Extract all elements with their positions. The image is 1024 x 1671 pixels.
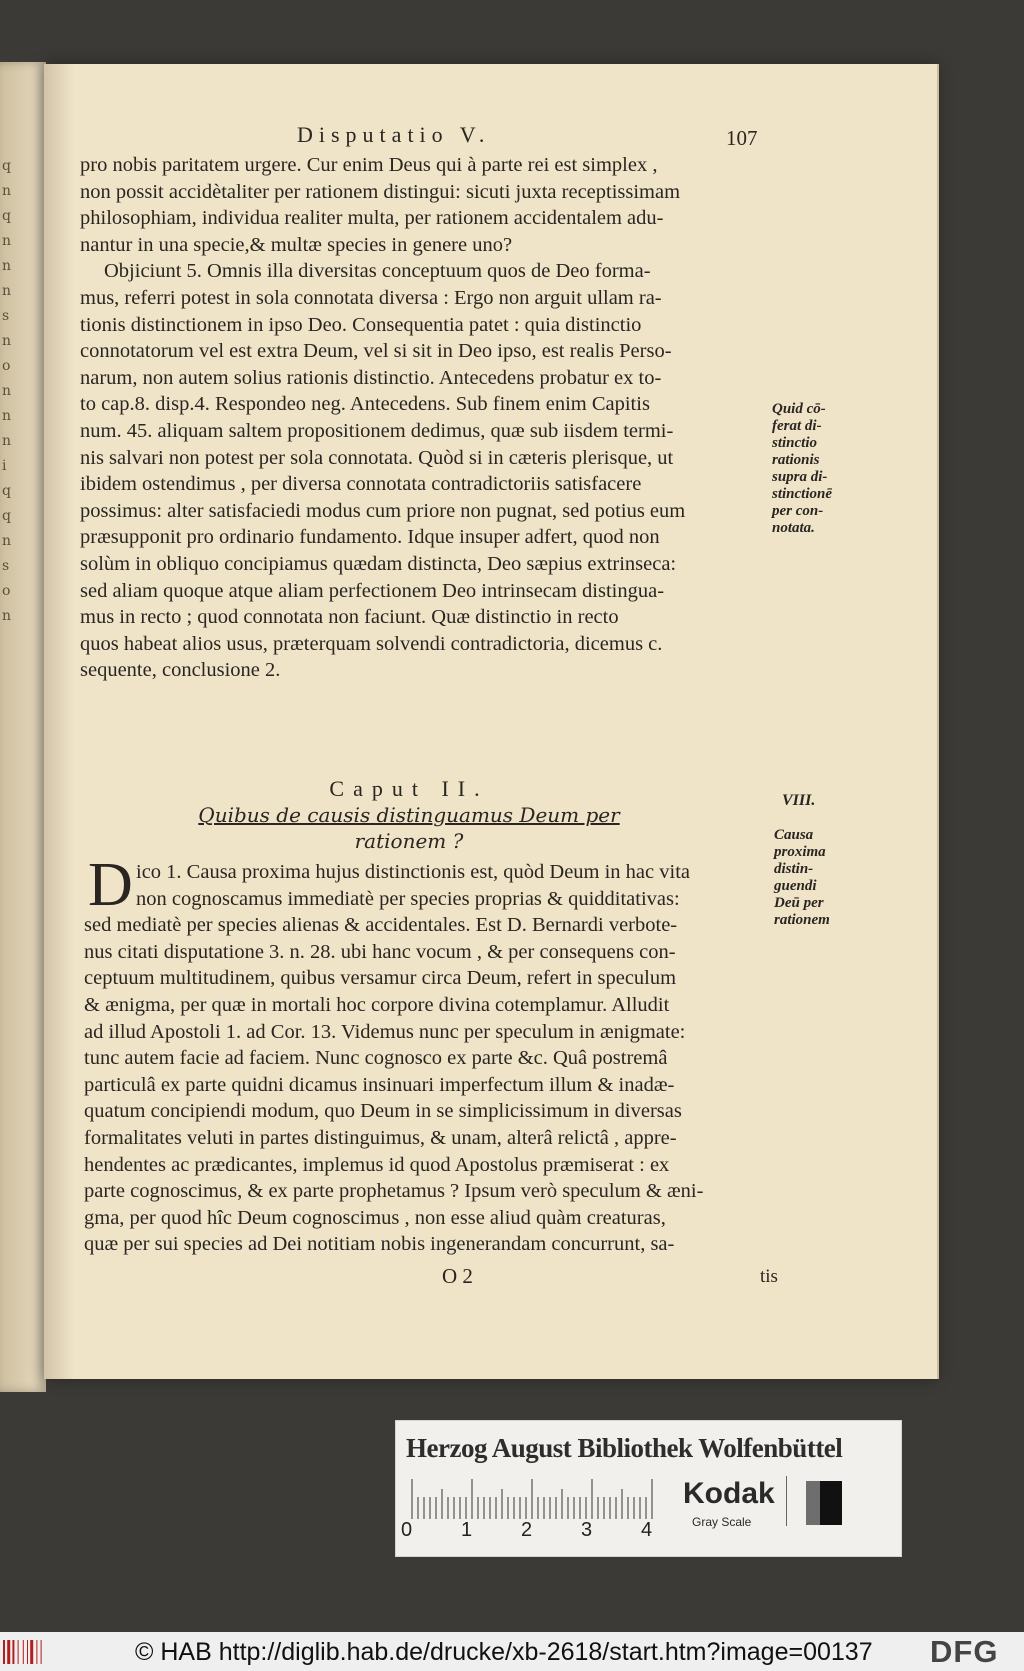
left-page-glyph: q	[2, 483, 11, 499]
swatch-divider	[786, 1476, 787, 1526]
text-line: sed mediatè per species alienas & accidentales. Est D. Bernardi verbote-	[84, 914, 678, 937]
left-page-glyph: i	[2, 458, 7, 474]
left-page-glyph: o	[2, 358, 11, 374]
ruler-number: 3	[581, 1519, 593, 1541]
text-line: formalitates veluti in partes distinguimus, & unam, alterâ relictâ , appre-	[84, 1126, 677, 1149]
text-line: guendi	[774, 878, 817, 894]
text-line: tionis distinctionem in ipso Deo. Consequentia patet : quia distinctio	[80, 313, 642, 336]
black-swatch	[820, 1481, 842, 1525]
left-page-glyph: s	[2, 558, 10, 574]
text-line: sequente, conclusione 2.	[80, 659, 281, 682]
left-page-glyph: o	[2, 583, 11, 599]
text-line: mus, referri potest in sola connotata diversa : Ergo non arguit ullam ra-	[80, 286, 662, 309]
footer-bar	[0, 1632, 1024, 1671]
left-page-glyph: q	[2, 508, 11, 524]
text-line: quos habeat alios usus, præterquam solvendi contradictoria, dicemus c.	[80, 632, 663, 655]
ruler-number: 0	[401, 1519, 413, 1541]
margin-note-1	[772, 401, 832, 537]
text-line: ferat di-	[772, 418, 822, 434]
text-line: narum, non autem solius rationis distinctio. Antecedens probatur ex to-	[80, 366, 662, 389]
text-line: philosophiam, individua realiter multa, per rationem accidentalem adu-	[80, 207, 664, 230]
ruler-scale	[408, 1479, 658, 1519]
text-line: præsupponit pro ordinario fundamento. Idque insuper adfert, quod non	[80, 526, 660, 549]
text-line: rationem	[774, 912, 830, 928]
left-page-glyph: n	[2, 608, 12, 624]
chapter-title: Caput II.	[329, 776, 489, 801]
library-name: Herzog August Bibliothek Wolfenbüttel	[406, 1433, 843, 1463]
text-line: ceptuum multitudinem, quibus versamur circa Deum, refert in speculum	[84, 967, 677, 990]
text-line: solùm in obliquo concipiamus quædam distincta, Deo sæpius extrinseca:	[80, 552, 677, 575]
text-line: sed aliam quoque atque aliam perfectionem Deo intrinsecam distingua-	[80, 579, 665, 602]
left-page-glyph: s	[2, 308, 10, 324]
left-page-glyph: n	[2, 408, 12, 424]
text-line: stinctio	[772, 435, 818, 451]
text-line: stinctionē	[772, 486, 833, 502]
text-line: ibidem ostendimus , per diversa connotata contradictoriis satisfacere	[80, 473, 642, 496]
text-line: non possit accidètaliter per rationem distingui: sicuti juxta receptissimam	[80, 180, 681, 203]
left-page-glyph: q	[2, 158, 11, 174]
ruler-number: 1	[461, 1519, 473, 1541]
text-line: tunc autem facie ad faciem. Nunc cognosco ex parte &c. Quâ postremâ	[84, 1047, 668, 1070]
left-page-glyph: n	[2, 183, 12, 199]
chapter-subtitle-line-2: rationem ?	[354, 829, 464, 853]
paragraph-3	[84, 851, 784, 1258]
text-line: num. 45. aliquam saltem propositionem dedimus, quæ sub iisdem termi-	[80, 419, 674, 442]
margin-note-number: VIII.	[782, 792, 816, 809]
text-line: Objiciunt 5. Omnis illa diversitas conceptuum quos de Deo forma-	[104, 260, 651, 283]
left-page-glyph: n	[2, 533, 12, 549]
ruler-number: 4	[641, 1519, 653, 1541]
barcode-bar	[23, 1640, 24, 1664]
left-page-glyph: n	[2, 233, 12, 249]
text-line: non cognoscamus immediatè per species proprias & quidditativas:	[136, 887, 680, 910]
text-line: quæ per sui species ad Dei notitiam nobis ingenerandam concurrunt, sa-	[84, 1233, 675, 1256]
text-line: distin-	[774, 861, 814, 877]
text-line: Quid cō-	[772, 401, 826, 417]
text-line: pro nobis paritatem urgere. Cur enim Deus qui à parte rei est simplex ,	[80, 154, 658, 176]
text-line: nis salvari non potest per sola connotata. Quòd si in cæteris plerisque, ut	[80, 446, 674, 469]
left-page-glyph: q	[2, 208, 11, 224]
text-line: nus citati disputatione 3. n. 28. ubi hanc vocum , & per consequens con-	[84, 940, 676, 963]
text-line: mus in recto ; quod connotata non faciunt. Quæ distinctio in recto	[80, 606, 619, 629]
gray-swatch	[806, 1481, 820, 1525]
text-line: gma, per quod hîc Deum cognoscimus , non esse aliud quàm creaturas,	[84, 1206, 666, 1229]
text-line: quatum concipiendi modum, quo Deum in se simplicissimum in diversas	[84, 1100, 682, 1123]
barcode-bar	[36, 1640, 37, 1664]
main-text	[80, 152, 770, 684]
footer-credit-link[interactable]: © HAB http://diglib.hab.de/drucke/xb-2618/start.htm?image=00137	[135, 1638, 873, 1666]
running-head: Disputatio V.	[297, 122, 491, 147]
signature-mark: O 2	[442, 1264, 473, 1288]
paragraph-1	[80, 152, 770, 258]
left-page-glyph: n	[2, 333, 12, 349]
text-line: proxima	[774, 844, 826, 860]
text-line: parte cognoscimus, & ex parte prophetamus ? Ipsum verò speculum & æni-	[84, 1180, 704, 1203]
barcode-bar	[41, 1640, 42, 1664]
barcode-icon	[2, 1638, 48, 1666]
text-line: notata.	[772, 520, 815, 536]
left-page-glyph: n	[2, 433, 12, 449]
barcode-bar	[18, 1640, 19, 1664]
color-calibration-card	[395, 1420, 902, 1557]
barcode-bar	[7, 1640, 10, 1664]
text-line: & ænigma, per quæ in mortali hoc corpore divina cotemplamur. Alludit	[84, 993, 670, 1016]
text-line: rationis	[772, 452, 820, 468]
text-line: hendentes ac prædicantes, implemus id quod Apostolus præmiserat : ex	[84, 1153, 670, 1176]
ruler-number: 2	[521, 1519, 533, 1541]
ruler-numbers	[401, 1519, 661, 1545]
chapter-heading	[44, 776, 734, 854]
text-line: supra di-	[772, 469, 828, 485]
left-page-glyph: n	[2, 383, 12, 399]
left-page-edge	[0, 62, 46, 1392]
kodak-logo: Kodak	[683, 1477, 775, 1510]
text-line: connotatorum vel est extra Deum, vel si sit in Deo ipso, est realis Perso-	[80, 340, 672, 363]
barcode-bar	[27, 1640, 28, 1664]
text-line: ico 1. Causa proxima hujus distinctionis est, quòd Deum in hac vita	[136, 861, 690, 883]
text-line: possimus: alter satisfaciedi modus cum priore non pugnat, sed potius eum	[80, 499, 686, 522]
left-page-glyph: n	[2, 283, 12, 299]
drop-capital: D	[88, 851, 133, 919]
barcode-bar	[12, 1640, 14, 1664]
chapter-subtitle-line-1: Quibus de causis distinguamus Deum per	[198, 803, 620, 827]
paragraph-2	[80, 258, 770, 684]
text-line: Causa	[774, 827, 814, 843]
dfg-logo: DFG	[930, 1634, 999, 1669]
text-line: particulâ ex parte quidni dicamus insinuari imperfectum illum & inadæ-	[84, 1073, 675, 1096]
barcode-bar	[3, 1640, 5, 1664]
text-line: nantur in una specie,& multæ species in genere uno?	[80, 233, 513, 256]
left-page-glyphs	[2, 158, 11, 633]
text-line: Deū per	[774, 895, 824, 911]
catchword: tis	[760, 1266, 778, 1287]
text-line: ad illud Apostoli 1. ad Cor. 13. Videmus nunc per speculum in ænigmate:	[84, 1020, 686, 1043]
text-line: to cap.8. disp.4. Respondeo neg. Antecedens. Sub finem enim Capitis	[80, 393, 650, 416]
book-page	[44, 64, 937, 1379]
margin-note-2	[774, 827, 830, 929]
left-page-glyph: n	[2, 258, 12, 274]
gray-scale-label: Gray Scale	[692, 1515, 752, 1529]
barcode-bar	[30, 1640, 33, 1664]
text-line: per con-	[772, 503, 824, 519]
page-number: 107	[726, 126, 758, 150]
